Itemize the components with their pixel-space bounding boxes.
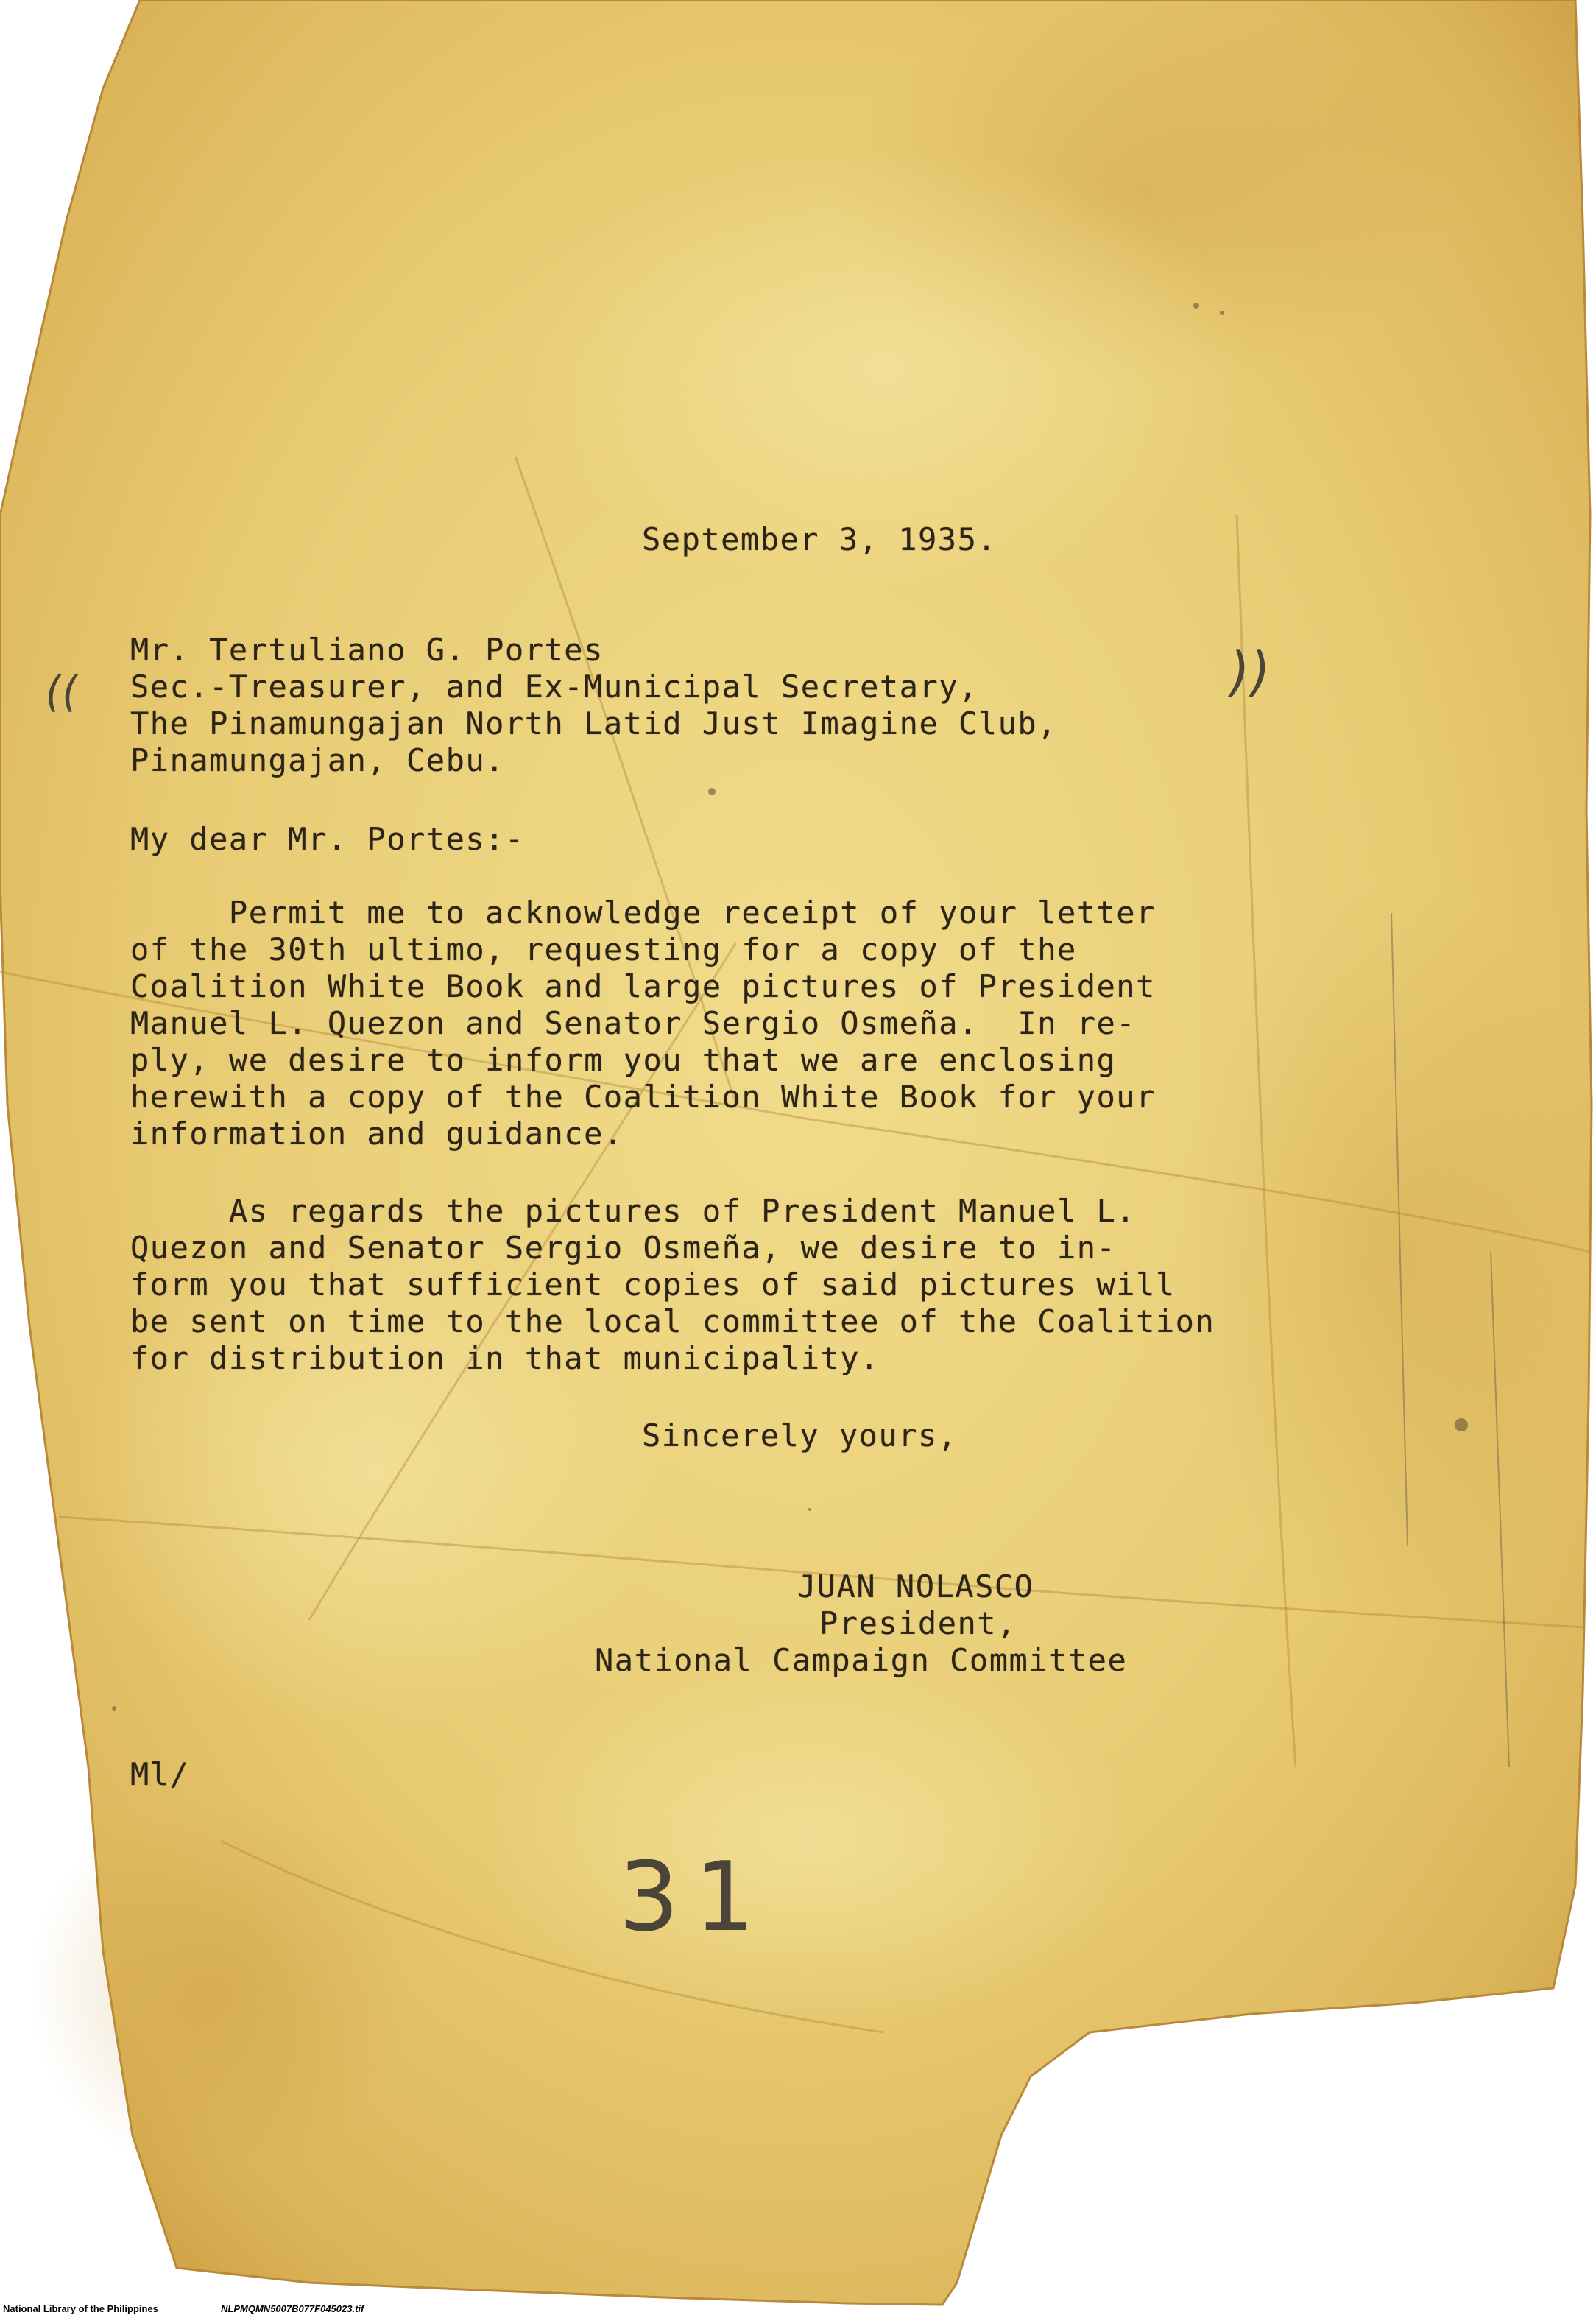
signer-organization: National Campaign Committee	[595, 1642, 1128, 1678]
footer-file-name: NLPMQMN5007B077F045023.tif	[221, 2303, 364, 2314]
paragraph-1-line: herewith a copy of the Coalition White Book for your	[130, 1079, 1156, 1115]
paragraph-2-line: be sent on time to the local committee of the Coalition	[130, 1303, 1215, 1339]
paragraph-1-line: ply, we desire to inform you that we are enclosing	[130, 1042, 1117, 1078]
recipient-name: Mr. Tertuliano G. Portes	[130, 632, 604, 668]
paragraph-1-line: of the 30th ultimo, requesting for a copy of the	[130, 931, 1077, 968]
typist-initials: Ml/	[130, 1756, 190, 1792]
signer-name: JUAN NOLASCO	[797, 1568, 1034, 1604]
paragraph-1-line: Permit me to acknowledge receipt of your letter	[130, 895, 1156, 931]
paragraph-2-line: for distribution in that municipality.	[130, 1340, 880, 1376]
paragraph-1-line: Manuel L. Quezon and Senator Sergio Osmeña. In re-	[130, 1005, 1137, 1041]
salutation: My dear Mr. Portes:-	[130, 821, 525, 857]
closing: Sincerely yours,	[642, 1417, 958, 1454]
recipient-title: Sec.-Treasurer, and Ex-Municipal Secretary,	[130, 669, 978, 705]
paragraph-2-line: Quezon and Senator Sergio Osmeña, we desire to in-	[130, 1230, 1117, 1266]
footer-institution: National Library of the Philippines	[3, 2303, 158, 2314]
paragraph-2-line: As regards the pictures of President Manuel L.	[130, 1193, 1137, 1229]
paragraph-1-line: Coalition White Book and large pictures of President	[130, 968, 1156, 1004]
recipient-address: Pinamungajan, Cebu.	[130, 742, 505, 778]
signer-title: President,	[819, 1605, 1017, 1641]
page-number: 31	[618, 1841, 770, 1953]
letter-date: September 3, 1935.	[642, 521, 998, 557]
pencil-mark-left: ((	[41, 666, 84, 716]
paragraph-1-line: information and guidance.	[130, 1116, 624, 1152]
paragraph-2-line: form you that sufficient copies of said pictures will	[130, 1267, 1176, 1303]
recipient-organization: The Pinamungajan North Latid Just Imagine Club,	[130, 705, 1057, 741]
pencil-mark-right: ))	[1222, 641, 1275, 702]
